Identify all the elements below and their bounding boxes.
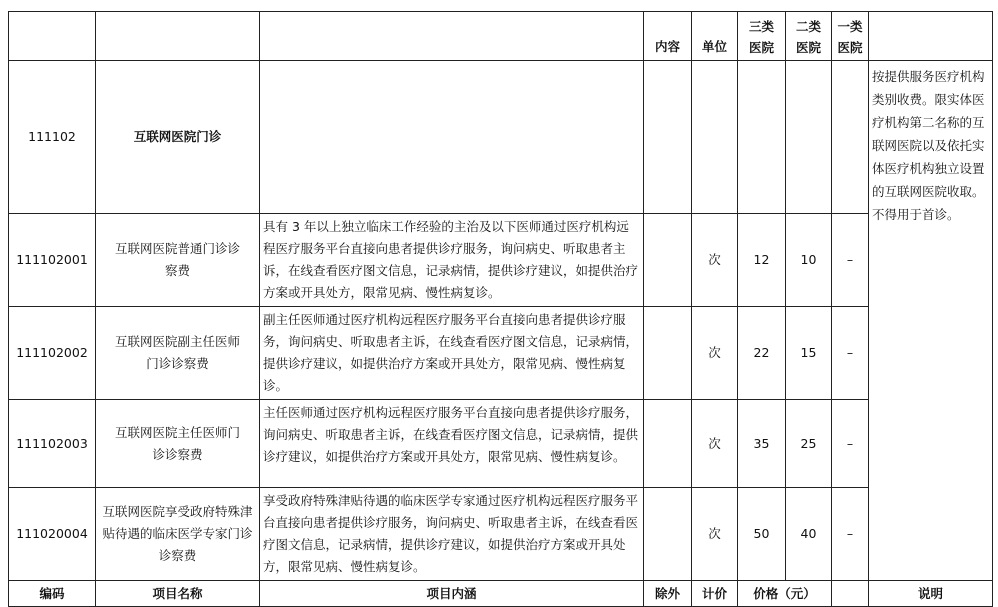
item-name: 互联网医院主任医师门诊诊察费	[96, 400, 260, 488]
item-code: 111102001	[9, 214, 96, 307]
item-price-class2: 15	[786, 307, 832, 400]
item-code: 111020004	[9, 488, 96, 581]
section-code: 111102	[9, 61, 96, 214]
header-class3-hospital	[738, 12, 786, 61]
section-class3	[738, 61, 786, 214]
footer-header-row	[9, 581, 993, 607]
item-price-class3: 50	[738, 488, 786, 581]
item-code: 111102003	[9, 400, 96, 488]
header-unit: 单位	[692, 12, 738, 61]
item-price-class3: 35	[738, 400, 786, 488]
footer-excl: 除外	[644, 581, 692, 607]
item-name: 互联网医院副主任医师门诊诊察费	[96, 307, 260, 400]
fee-schedule-table	[8, 11, 993, 607]
header-class2-line1: 二类	[795, 19, 821, 34]
item-desc: 享受政府特殊津贴待遇的临床医学专家通过医疗机构远程医疗服务平台直接向患者提供诊疗服务，询问病史、听取患者主诉，在线查看医疗图文信息，记录病情，提供诊疗建议，如提供治疗方案或开具处方，限常见病、慢性病复诊。	[260, 488, 644, 581]
section-desc	[260, 61, 644, 214]
item-unit: 次	[692, 488, 738, 581]
header-class3-line2: 医院	[748, 40, 774, 55]
header-class3-line1: 三类	[748, 19, 774, 34]
footer-code: 编码	[9, 581, 96, 607]
item-price-class3: 12	[738, 214, 786, 307]
item-price-class2: 40	[786, 488, 832, 581]
header-class2-hospital	[786, 12, 832, 61]
item-unit: 次	[692, 307, 738, 400]
item-name: 互联网医院普通门诊诊察费	[96, 214, 260, 307]
header-class2-line2: 医院	[795, 40, 821, 55]
item-excl	[644, 214, 692, 307]
item-unit: 次	[692, 400, 738, 488]
header-class1-line2: 医院	[837, 40, 863, 55]
footer-blank	[832, 581, 869, 607]
item-price-class1: –	[832, 488, 869, 581]
table-row	[9, 307, 993, 400]
footer-unit: 计价	[692, 581, 738, 607]
table-row	[9, 488, 993, 581]
header-blank-note	[869, 12, 993, 61]
section-note: 按提供服务医疗机构类别收费。限实体医疗机构第二名称的互联网医院以及依托实体医疗机构独立设置的互联网医院收取。不得用于首诊。	[869, 61, 993, 581]
item-price-class3: 22	[738, 307, 786, 400]
header-class1-line1: 一类	[837, 19, 863, 34]
item-name: 互联网医院享受政府特殊津贴待遇的临床医学专家门诊诊察费	[96, 488, 260, 581]
header-content: 内容	[644, 12, 692, 61]
item-excl	[644, 307, 692, 400]
item-desc: 主任医师通过医疗机构远程医疗服务平台直接向患者提供诊疗服务，询问病史、听取患者主诉，在线查看医疗图文信息，记录病情，提供诊疗建议，如提供治疗方案或开具处方，限常见病、慢性病复诊。	[260, 400, 644, 488]
item-excl	[644, 400, 692, 488]
footer-note: 说明	[869, 581, 993, 607]
section-excl	[644, 61, 692, 214]
section-row	[9, 61, 993, 214]
item-price-class1: –	[832, 400, 869, 488]
header-blank-name	[96, 12, 260, 61]
header-class1-hospital	[832, 12, 869, 61]
item-price-class1: –	[832, 307, 869, 400]
header-blank-code	[9, 12, 96, 61]
section-class2	[786, 61, 832, 214]
item-desc: 副主任医师通过医疗机构远程医疗服务平台直接向患者提供诊疗服务，询问病史、听取患者主诉，在线查看医疗图文信息，记录病情，提供诊疗建议，如提供治疗方案或开具处方，限常见病、慢性病复诊。	[260, 307, 644, 400]
item-desc: 具有 3 年以上独立临床工作经验的主治及以下医师通过医疗机构远程医疗服务平台直接向患者提供诊疗服务，询问病史、听取患者主诉，在线查看医疗图文信息，记录病情，提供诊疗建议，如提供治疗方案或开具处方，限常见病、慢性病复诊。	[260, 214, 644, 307]
item-price-class2: 25	[786, 400, 832, 488]
footer-name: 项目名称	[96, 581, 260, 607]
item-price-class2: 10	[786, 214, 832, 307]
footer-content: 项目内涵	[260, 581, 644, 607]
item-price-class1: –	[832, 214, 869, 307]
footer-price: 价格（元）	[738, 581, 832, 607]
column-header-row	[9, 12, 993, 61]
item-excl	[644, 488, 692, 581]
item-code: 111102002	[9, 307, 96, 400]
section-name: 互联网医院门诊	[96, 61, 260, 214]
header-blank-desc	[260, 12, 644, 61]
section-class1	[832, 61, 869, 214]
section-unit	[692, 61, 738, 214]
table-row	[9, 400, 993, 488]
item-unit: 次	[692, 214, 738, 307]
table-row	[9, 214, 993, 307]
